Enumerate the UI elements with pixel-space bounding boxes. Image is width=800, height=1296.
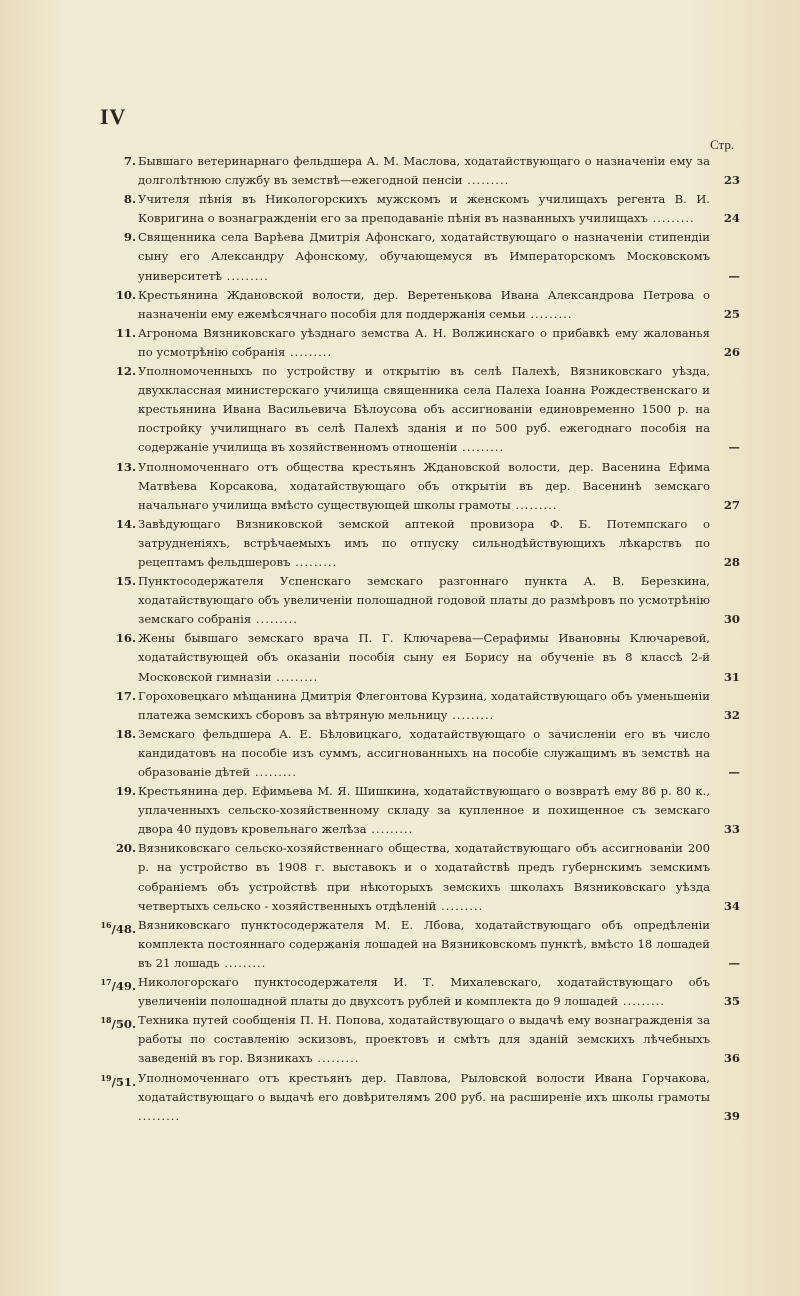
entry-text	[138, 572, 740, 629]
entry-description: Техника путей сообщенія П. Н. Попова, ходатайствующаго о выдачѣ ему вознагражденія за работы по составленію эскизовъ, проектовъ и смѣтъ для зданій земскихъ лѣчебныхъ заведеній въ гор. Вязникахъ	[138, 1013, 710, 1066]
dot-leader: .........	[457, 440, 505, 455]
entry-number: 8.	[123, 192, 136, 207]
entry-description: Пунктосодержателя Успенскаго земскаго разгоннаго пункта А. В. Березкина, ходатайствующаго объ увеличеніи полошадной годовой платы до размѣровъ по усмотрѣнію земскаго собранія	[138, 574, 710, 627]
entry-number-superscript: 19	[100, 1072, 112, 1083]
toc-entry	[100, 687, 740, 725]
toc-entry	[100, 629, 740, 686]
entry-number-superscript: 18	[100, 1015, 112, 1026]
toc-entry	[100, 228, 740, 285]
toc-entry	[100, 1011, 740, 1068]
entry-number: 12.	[115, 364, 136, 379]
entry-text	[138, 687, 740, 725]
entry-number: 10.	[115, 287, 136, 302]
table-of-contents	[100, 152, 740, 1126]
entry-description: Крестьянина Ждановской волости, дер. Веретенькова Ивана Александрова Петрова о назначеніи ему ежемѣсячнаго пособія для поддержанія семьи	[138, 287, 710, 321]
dot-leader: .........	[366, 822, 414, 837]
entry-text	[138, 228, 740, 285]
dot-leader: .........	[138, 1108, 181, 1123]
entry-number: 13.	[115, 459, 136, 474]
toc-entry	[100, 572, 740, 629]
entry-number-suffix: /50.	[111, 1017, 136, 1032]
toc-entry	[100, 190, 740, 228]
toc-entry	[100, 782, 740, 839]
entry-number: 15.	[115, 574, 136, 589]
entry-number-superscript: 16	[100, 919, 112, 930]
entry-text	[138, 190, 740, 228]
entry-page: 28	[723, 554, 740, 569]
entry-page: 25	[723, 306, 740, 321]
toc-entry	[100, 1069, 740, 1126]
entry-description: Завѣдующаго Вязниковской земской аптекой провизора Ф. Б. Потемпскаго о затрудненіяхъ, встрѣчаемыхъ имъ по отпуску сильнодѣйствующихъ лѣкарствъ по рецептамъ фельдшеровъ	[138, 516, 710, 569]
entry-description: Бывшаго ветеринарнаго фельдшера А. М. Маслова, ходатайствующаго о назначеніи ему за долголѣтнюю службу въ земствѣ—ежегодной пенсіи	[138, 154, 710, 188]
entry-page: 31	[723, 669, 740, 684]
entry-description: Священника села Варѣева Дмитрія Афонскаго, ходатайствующаго о назначеніи стипендіи сыну его Александру Афонскому, обучающемуся въ Императорскомъ Московскомъ университетѣ	[138, 230, 710, 283]
entry-description: Уполномоченнаго отъ общества крестьянъ Ждановской волости, дер. Васенина Ефима Матвѣева Корсакова, ходатайствующаго объ открытіи въ дер. Васенинѣ земскаго начальнаго училища вмѣсто существующей школы грамоты	[138, 459, 710, 512]
dot-leader: .........	[250, 765, 298, 779]
entry-page: 30	[723, 612, 740, 627]
entry-description: Уполномоченнаго отъ крестьянъ дер. Павлова, Рыловской волости Ивана Горчакова, ходатайствующаго о выдачѣ его довѣрителямъ 200 руб. на расширеніе ихъ школы грамоты	[138, 1070, 710, 1104]
dot-leader: .........	[219, 955, 267, 970]
entry-number	[100, 1069, 136, 1092]
entry-number: 20.	[115, 841, 136, 856]
entry-number: 7.	[123, 154, 136, 168]
entry-number-superscript: 17	[100, 977, 112, 988]
entry-number: 16.	[115, 631, 136, 646]
dot-leader: .........	[312, 1051, 360, 1066]
entry-page: —	[728, 440, 740, 455]
entry-page: —	[728, 765, 740, 779]
dot-leader: .........	[647, 211, 695, 226]
entry-number	[100, 916, 136, 939]
toc-entry	[100, 916, 740, 973]
entry-page: —	[728, 955, 740, 970]
dot-leader: .........	[290, 554, 338, 569]
dot-leader: .........	[436, 898, 484, 913]
entry-page: 35	[723, 994, 740, 1009]
entry-page: 33	[723, 822, 740, 837]
entry-description: Уполномоченныхъ по устройству и открытію въ селѣ Палехѣ, Вязниковскаго уѣзда, двухклассная министерскаго училища священника села Палеха Іоанна Рождественскаго и крестьянина Ивана Васильевича Бѣлоусова объ ассигнованіи единовременно 1500 р. на постройку училищнаго въ селѣ Палехѣ зданія и по 500 руб. ежегоднаго пособія на содержаніе училища въ хозяйственномъ отношеніи	[138, 364, 710, 455]
dot-leader: .........	[462, 173, 510, 188]
toc-entry	[100, 362, 740, 457]
entry-page: 23	[723, 173, 740, 188]
toc-entry	[100, 324, 740, 362]
toc-entry	[100, 839, 740, 915]
entry-page: —	[728, 268, 740, 283]
entry-page: 36	[723, 1051, 740, 1066]
dot-leader: .........	[285, 344, 333, 359]
entry-text	[138, 973, 740, 1011]
dot-leader: .........	[222, 268, 269, 283]
entry-text	[138, 152, 740, 190]
entry-number: 17.	[115, 688, 136, 703]
entry-page: 27	[723, 497, 740, 512]
toc-entry	[100, 515, 740, 572]
entry-number-suffix: /48.	[111, 921, 136, 936]
entry-page: 24	[723, 211, 740, 226]
entry-number	[100, 973, 136, 996]
entry-page: 32	[723, 707, 740, 722]
entry-text	[138, 839, 740, 915]
entry-description: Земскаго фельдшера А. Е. Бѣловицкаго, ходатайствующаго о зачисленіи его въ число кандидатовъ на пособіе изъ суммъ, ассигнованныхъ на пособіе служащимъ въ земствѣ на образованіе дѣтей	[138, 726, 710, 779]
entry-description: Никологорскаго пунктосодержателя И. Т. Михалевскаго, ходатайствующаго объ увеличеніи полошадной платы до двухсотъ рублей и комплекта до 9 лошадей	[138, 975, 710, 1009]
entry-text	[138, 458, 740, 515]
entry-description: Вязниковскаго пунктосодержателя М. Е. Лбова, ходатайствующаго объ опредѣленіи комплекта постояннаго содержанія лошадей на Вязниковскомъ пунктѣ, вмѣсто 18 лошадей въ 21 лошадь	[138, 917, 710, 970]
page-number: IV	[100, 104, 127, 129]
entry-text	[138, 324, 740, 362]
toc-entry	[100, 286, 740, 324]
entry-page: 34	[723, 898, 740, 913]
toc-entry	[100, 725, 740, 782]
dot-leader: .........	[251, 612, 298, 627]
entry-description: Учителя пѣнія въ Никологорскихъ мужскомъ и женскомъ училищахъ регента В. И. Ковригина о вознагражденіи его за преподаваніе пѣнія въ названныхъ училищахъ	[138, 192, 710, 226]
dot-leader: .........	[525, 306, 573, 321]
toc-entry	[100, 458, 740, 515]
dot-leader: .........	[618, 994, 666, 1009]
entry-text	[138, 515, 740, 572]
entry-text	[138, 1069, 740, 1126]
entry-text	[138, 362, 740, 457]
entry-description: Гороховецкаго мѣщанина Дмитрія Флегонтова Курзина, ходатайствующаго объ уменьшеніи платежа земскихъ сборовъ за вѣтряную мельницу	[138, 688, 710, 722]
entry-number: 14.	[115, 516, 136, 531]
entry-text	[138, 629, 740, 686]
entry-number-suffix: /51.	[111, 1074, 136, 1089]
page-column-label: Стр.	[710, 137, 735, 152]
entry-description: Жены бывшаго земскаго врача П. Г. Ключарева—Серафимы Ивановны Ключаревой, ходатайствующей объ оказаніи пособія сыну ея Борису на обученіе въ 8 классѣ 2-й Московской гимназіи	[138, 631, 710, 684]
entry-page: 26	[723, 344, 740, 359]
entry-number	[100, 1011, 136, 1034]
entry-text	[138, 916, 740, 973]
entry-description: Крестьянина дер. Ефимьева М. Я. Шишкина, ходатайствующаго о возвратѣ ему 86 р. 80 к., уплаченныхъ сельско-хозяйственному складу за купленное и похищенное съ земскаго двора 40 пудовъ кровельнаго желѣза	[138, 784, 710, 837]
entry-number: 18.	[115, 726, 136, 741]
toc-entry	[100, 152, 740, 190]
toc-entry	[100, 973, 740, 1011]
entry-text	[138, 286, 740, 324]
entry-text	[138, 782, 740, 839]
entry-number-suffix: /49.	[111, 978, 136, 993]
dot-leader: .........	[271, 669, 319, 684]
entry-page: 39	[723, 1108, 740, 1123]
entry-description: Агронома Вязниковскаго уѣзднаго земства А. Н. Волжинскаго о прибавкѣ ему жалованья по усмотрѣнію собранія	[138, 325, 710, 359]
dot-leader: .........	[510, 497, 558, 512]
entry-description: Вязниковскаго сельско-хозяйственнаго общества, ходатайствующаго объ ассигнованіи 200 р. на устройство въ 1908 г. выставокъ и о ходатайствѣ предъ губернскимъ земскимъ собраніемъ объ устройствѣ при нѣкоторыхъ земскихъ школахъ Вязниковскаго уѣзда четвертыхъ сельско - хозяйственныхъ отдѣленій	[138, 841, 710, 913]
entry-text	[138, 1011, 740, 1068]
entry-text	[138, 725, 740, 782]
entry-number: 9.	[123, 230, 136, 245]
dot-leader: .........	[447, 707, 495, 722]
entry-number: 11.	[115, 325, 136, 340]
entry-number: 19.	[115, 784, 136, 799]
